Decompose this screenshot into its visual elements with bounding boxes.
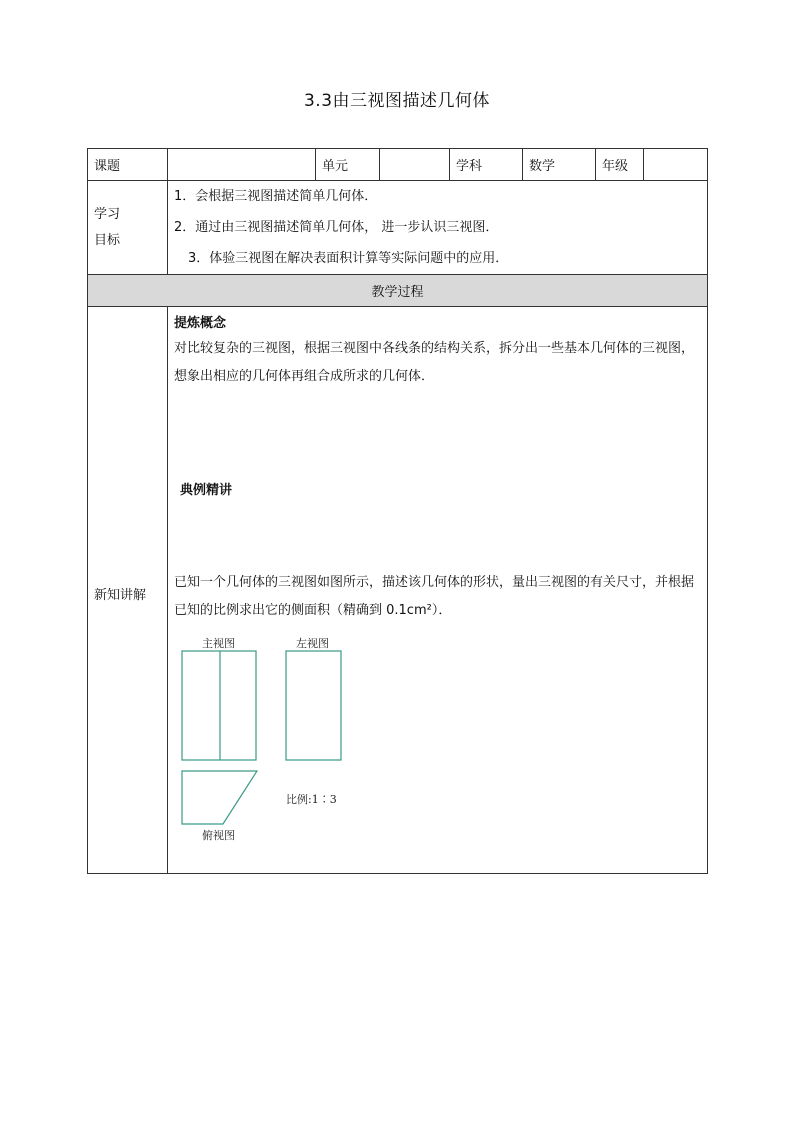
subject-value: 数学 [523, 149, 596, 181]
goals-label-line2: 目标 [94, 232, 121, 248]
concept-heading: 提炼概念 [174, 316, 227, 331]
scale-label: 比例:1∶3 [286, 793, 337, 806]
header-row [88, 149, 708, 181]
grade-value [644, 149, 708, 181]
section-content [168, 307, 708, 874]
goals-label-line1: 学习 [94, 206, 121, 222]
goals-list [168, 181, 708, 275]
goal-item-1: 1．会根据三视图描述简单几何体． [174, 189, 378, 204]
topic-label: 课题 [88, 149, 168, 181]
goals-row [88, 181, 708, 275]
lesson-table [87, 148, 708, 874]
problem-text: 已知一个几何体的三视图如图所示，描述该几何体的形状，量出三视图的有关尺寸，并根据已知的比例求出它的侧面积（精确到 0.1cm²）． [174, 575, 695, 618]
unit-value [380, 149, 450, 181]
grade-label: 年级 [596, 149, 644, 181]
page-title: 3.3由三视图描述几何体 [303, 91, 491, 111]
process-header-row [88, 275, 708, 307]
goal-item-2: 2．通过由三视图描述简单几何体， 进一步认识三视图． [174, 220, 499, 235]
example-heading: 典例精讲 [180, 483, 233, 498]
top-view-label: 俯视图 [202, 829, 235, 842]
goal-item-3: 3．体验三视图在解决表面积计算等实际问题中的应用． [188, 251, 509, 266]
top-view-outline [182, 771, 257, 824]
concept-text: 对比较复杂的三视图，根据三视图中各线条的结构关系，拆分出一些基本几何体的三视图，想象出相应的几何体再组合成所求的几何体． [174, 341, 695, 384]
front-view-label: 主视图 [202, 637, 235, 650]
subject-label: 学科 [450, 149, 523, 181]
process-header: 教学过程 [88, 275, 708, 307]
front-view-outline [182, 651, 256, 760]
content-row [88, 307, 708, 874]
section-label: 新知讲解 [88, 307, 168, 874]
unit-label: 单元 [316, 149, 380, 181]
left-view-outline [286, 651, 341, 760]
left-view-label: 左视图 [296, 637, 329, 650]
three-view-figure [174, 635, 374, 865]
goals-label [88, 181, 168, 275]
topic-value [168, 149, 316, 181]
